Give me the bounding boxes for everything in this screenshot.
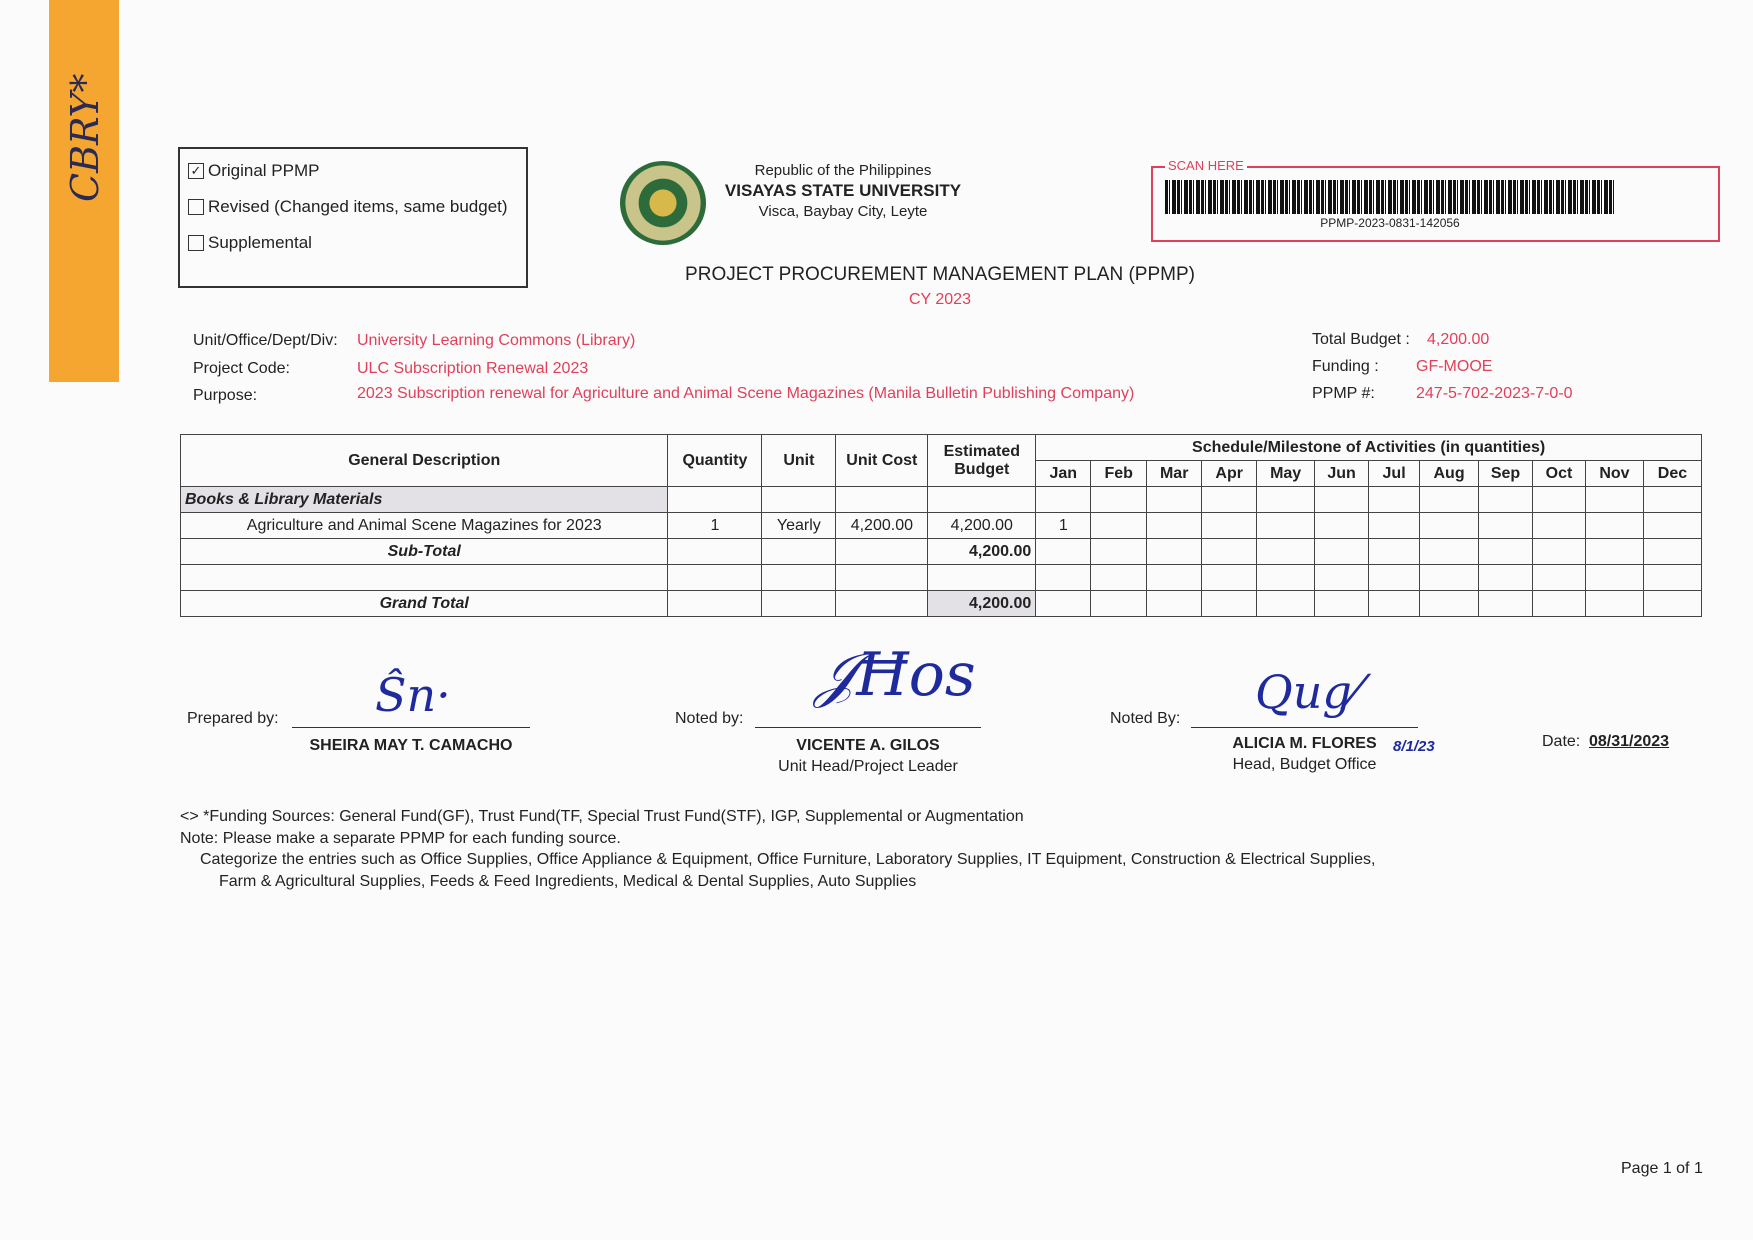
project-code-value: ULC Subscription Renewal 2023: [357, 360, 589, 377]
header-month-jan: Jan: [1036, 461, 1091, 487]
header-month-sep: Sep: [1479, 461, 1533, 487]
header-university: VISAYAS STATE UNIVERSITY: [724, 181, 962, 200]
purpose-value: 2023 Subscription renewal for Agriculture and Animal Scene Magazines (Manila Bulletin Publishing Company): [357, 385, 1135, 402]
item-jan: 1: [1036, 513, 1091, 539]
ppmp-table: [180, 434, 1702, 617]
item-description: Agriculture and Animal Scene Magazines for 2023: [181, 513, 668, 539]
prepared-by-label: Prepared by:: [187, 710, 279, 727]
header-month-feb: Feb: [1091, 461, 1147, 487]
page-number: Page 1 of 1: [1621, 1160, 1703, 1177]
handwritten-date-initial: 8/1/23: [1393, 738, 1435, 755]
noted-by-budget-label: Noted By:: [1110, 710, 1181, 727]
item-estimated-budget: 4,200.00: [928, 513, 1036, 539]
funding-value: GF-MOOE: [1416, 358, 1493, 375]
checkbox-checked-icon[interactable]: ✓: [188, 163, 204, 179]
header-schedule: Schedule/Milestone of Activities (in quantities): [1036, 435, 1702, 461]
signature-line: [755, 726, 981, 728]
signature-flores: Qug⁄: [1255, 665, 1360, 719]
ppmp-number-value: 247-5-702-2023-7-0-0: [1416, 385, 1573, 402]
unit-value: University Learning Commons (Library): [357, 332, 636, 349]
header-month-aug: Aug: [1420, 461, 1479, 487]
subtotal-value: 4,200.00: [928, 539, 1036, 565]
checkbox-empty-icon[interactable]: [188, 199, 204, 215]
checkbox-empty-icon[interactable]: [188, 235, 204, 251]
header-month-nov: Nov: [1585, 461, 1643, 487]
grandtotal-label: Grand Total: [181, 591, 668, 617]
checkbox-label: Supplemental: [208, 233, 312, 252]
checkbox-supplemental[interactable]: [188, 233, 312, 253]
empty-row: [181, 565, 1702, 591]
table-row: [181, 513, 1702, 539]
page-title: PROJECT PROCUREMENT MANAGEMENT PLAN (PPMP): [685, 264, 1195, 285]
item-quantity: 1: [668, 513, 762, 539]
date-value: 08/31/2023: [1589, 733, 1670, 750]
barcode-box: [1151, 158, 1720, 242]
checkbox-label: Original PPMP: [208, 161, 320, 180]
sticky-note-handwriting: CBRY*: [63, 73, 107, 202]
signature-camacho: Ŝn·: [375, 668, 451, 722]
header-month-apr: Apr: [1202, 461, 1257, 487]
header-address: Visca, Baybay City, Leyte: [758, 203, 928, 220]
plan-year: CY 2023: [909, 291, 971, 308]
project-code-label: Project Code:: [193, 360, 290, 377]
category-row: [181, 487, 1702, 513]
purpose-label: Purpose:: [193, 387, 258, 404]
signature-line: [1191, 726, 1418, 728]
noted-by-title: Unit Head/Project Leader: [778, 758, 958, 775]
subtotal-row: [181, 539, 1702, 565]
item-unit: Yearly: [762, 513, 836, 539]
unit-label: Unit/Office/Dept/Div:: [193, 332, 338, 349]
note-categorize: Categorize the entries such as Office Supplies, Office Appliance & Equipment, Office Furniture, Laboratory Supplies, IT Equipment, Construction & Electrical Supplies,: [200, 851, 1376, 868]
grandtotal-row: [181, 591, 1702, 617]
header-month-jul: Jul: [1369, 461, 1420, 487]
barcode-icon: [1165, 180, 1615, 214]
header-month-jun: Jun: [1315, 461, 1369, 487]
noted-by-budget-name: ALICIA M. FLORES: [1232, 735, 1377, 752]
checkbox-label: Revised (Changed items, same budget): [208, 197, 508, 216]
header-month-mar: Mar: [1147, 461, 1202, 487]
header-month-may: May: [1257, 461, 1315, 487]
scan-here-label: SCAN HERE: [1165, 158, 1247, 173]
category-label: Books & Library Materials: [181, 487, 668, 513]
noted-by-budget-title: Head, Budget Office: [1232, 756, 1377, 773]
header-quantity: Quantity: [668, 435, 762, 487]
header-month-dec: Dec: [1643, 461, 1701, 487]
sticky-note: [49, 0, 119, 382]
checkbox-original[interactable]: [188, 161, 319, 181]
grandtotal-value: 4,200.00: [928, 591, 1036, 617]
item-unit-cost: 4,200.00: [836, 513, 928, 539]
signature-gilos: 𝒥Ħos: [815, 640, 976, 710]
note-separate-ppmp: Note: Please make a separate PPMP for each funding source.: [180, 830, 621, 847]
barcode-text: PPMP-2023-0831-142056: [1320, 216, 1460, 230]
noted-by-name: VICENTE A. GILOS: [796, 737, 940, 754]
note-funding-sources: <> *Funding Sources: General Fund(GF), Trust Fund(TF, Special Trust Fund(STF), IGP, Supplemental or Augmentation: [180, 808, 1024, 825]
plan-type-box: [178, 147, 528, 288]
total-budget-value: 4,200.00: [1427, 331, 1490, 348]
noted-by-label: Noted by:: [675, 710, 744, 727]
funding-label: Funding :: [1312, 358, 1379, 375]
total-budget-label: Total Budget :: [1312, 331, 1410, 348]
signature-line: [292, 726, 530, 728]
header-unit: Unit: [762, 435, 836, 487]
header-description: General Description: [181, 435, 668, 487]
date-label: Date:: [1542, 733, 1581, 750]
ppmp-number-label: PPMP #:: [1312, 385, 1375, 402]
prepared-by-name: SHEIRA MAY T. CAMACHO: [309, 737, 513, 754]
checkbox-revised[interactable]: [188, 197, 508, 217]
header-unit-cost: Unit Cost: [836, 435, 928, 487]
header-republic: Republic of the Philippines: [754, 162, 932, 179]
header-estimated-budget: Estimated Budget: [928, 435, 1036, 487]
header-month-oct: Oct: [1533, 461, 1586, 487]
subtotal-label: Sub-Total: [181, 539, 668, 565]
note-categorize-cont: Farm & Agricultural Supplies, Feeds & Feed Ingredients, Medical & Dental Supplies, Auto Supplies: [219, 873, 917, 890]
